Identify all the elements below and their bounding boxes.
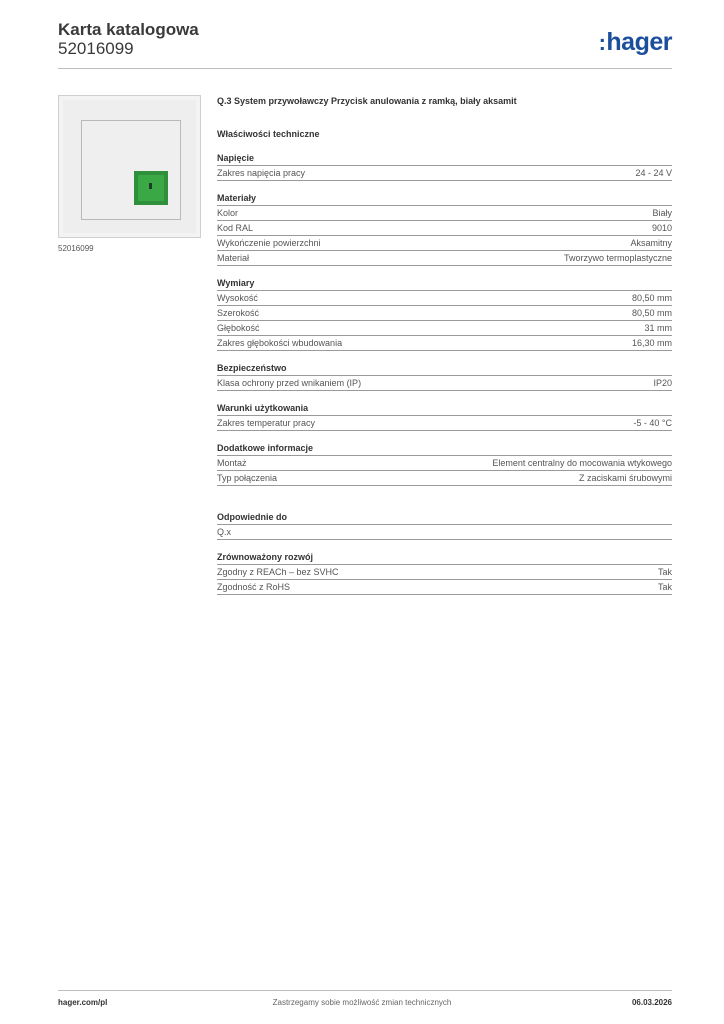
spec-row bbox=[217, 291, 672, 306]
section-heading-sustainable: Zrównoważony rozwój bbox=[217, 550, 672, 565]
spec-row bbox=[217, 376, 672, 391]
spec-row bbox=[217, 251, 672, 266]
logo-colon-mark: : bbox=[598, 30, 606, 55]
logo-text: hager bbox=[606, 28, 672, 56]
spec-value: 16,30 mm bbox=[631, 338, 672, 348]
spec-value: -5 - 40 °C bbox=[633, 418, 672, 428]
spec-value: IP20 bbox=[653, 378, 672, 388]
spec-label: Typ połączenia bbox=[217, 473, 278, 483]
spec-row bbox=[217, 306, 672, 321]
spec-row bbox=[217, 565, 672, 580]
spec-row bbox=[217, 456, 672, 471]
spec-label: Kod RAL bbox=[217, 223, 254, 233]
image-caption: 52016099 bbox=[58, 244, 94, 253]
header-divider bbox=[58, 68, 672, 69]
frame-plate bbox=[81, 120, 181, 220]
header-catalog-number: 52016099 bbox=[58, 39, 134, 58]
spec-label: Materiał bbox=[217, 253, 250, 263]
spec-label: Klasa ochrony przed wnikaniem (IP) bbox=[217, 378, 362, 388]
spec-label: Szerokość bbox=[217, 308, 260, 318]
section-heading-dimensions: Wymiary bbox=[217, 276, 672, 291]
spec-label: Zakres głębokości wbudowania bbox=[217, 338, 343, 348]
spec-value: 24 - 24 V bbox=[635, 168, 672, 178]
spec-row bbox=[217, 580, 672, 595]
spec-value: Z zaciskami śrubowymi bbox=[578, 473, 672, 483]
spec-value: Biały bbox=[652, 208, 672, 218]
spec-label: Wykończenie powierzchni bbox=[217, 238, 321, 248]
spec-value: Tak bbox=[657, 582, 672, 592]
spec-row bbox=[217, 416, 672, 431]
spec-value: 9010 bbox=[651, 223, 672, 233]
section-spacer bbox=[217, 486, 672, 500]
product-image bbox=[58, 95, 201, 238]
spec-row bbox=[217, 166, 672, 181]
spec-value: 31 mm bbox=[644, 323, 672, 333]
cancel-button-graphic bbox=[134, 171, 168, 205]
spec-label: Zgodność z RoHS bbox=[217, 582, 291, 592]
spec-value: Aksamitny bbox=[630, 238, 672, 248]
section-heading-materials: Materiały bbox=[217, 191, 672, 206]
spec-label: Kolor bbox=[217, 208, 239, 218]
spec-value: 80,50 mm bbox=[631, 308, 672, 318]
footer-disclaimer: Zastrzegamy sobie możliwość zmian technicznych bbox=[272, 998, 452, 1007]
spec-label: Montaż bbox=[217, 458, 247, 468]
spec-row bbox=[217, 206, 672, 221]
section-heading-suitable: Odpowiednie do bbox=[217, 510, 672, 525]
hager-logo bbox=[599, 28, 672, 57]
section-heading-voltage: Napięcie bbox=[217, 151, 672, 166]
spec-sections bbox=[217, 151, 672, 595]
spec-row bbox=[217, 236, 672, 251]
footer-center bbox=[0, 998, 724, 1007]
spec-label: Zakres napięcia pracy bbox=[217, 168, 306, 178]
spec-label: Zakres temperatur pracy bbox=[217, 418, 316, 428]
footer-website-link[interactable]: hager.com/pl bbox=[58, 998, 108, 1007]
spec-row bbox=[217, 336, 672, 351]
spec-row bbox=[217, 321, 672, 336]
spec-label: Zgodny z REACh – bez SVHC bbox=[217, 567, 339, 577]
spec-row bbox=[217, 525, 672, 540]
spec-row bbox=[217, 471, 672, 486]
section-heading-safety: Bezpieczeństwo bbox=[217, 361, 672, 376]
section-heading-additional: Dodatkowe informacje bbox=[217, 441, 672, 456]
cancel-button-face bbox=[138, 175, 164, 201]
spec-value: Element centralny do mocowania wtykowego bbox=[492, 458, 672, 468]
frame-outer bbox=[63, 100, 196, 233]
spec-table bbox=[217, 127, 672, 595]
spec-label: Głębokość bbox=[217, 323, 260, 333]
spec-value: Tak bbox=[657, 567, 672, 577]
spec-label: Wysokość bbox=[217, 293, 258, 303]
led-indicator bbox=[149, 183, 152, 189]
footer-divider bbox=[58, 990, 672, 991]
footer-date: 06.03.2026 bbox=[631, 998, 672, 1007]
tech-properties-heading: Właściwości techniczne bbox=[217, 129, 320, 139]
section-heading-usage: Warunki użytkowania bbox=[217, 401, 672, 416]
header-title: Karta katalogowa bbox=[58, 20, 199, 39]
spec-value: Tworzywo termoplastyczne bbox=[563, 253, 672, 263]
spec-value: 80,50 mm bbox=[631, 293, 672, 303]
product-title: Q.3 System przywoławczy Przycisk anulowania z ramką, biały aksamit bbox=[217, 96, 517, 106]
spec-row bbox=[217, 221, 672, 236]
spec-label: Q.x bbox=[217, 527, 232, 537]
